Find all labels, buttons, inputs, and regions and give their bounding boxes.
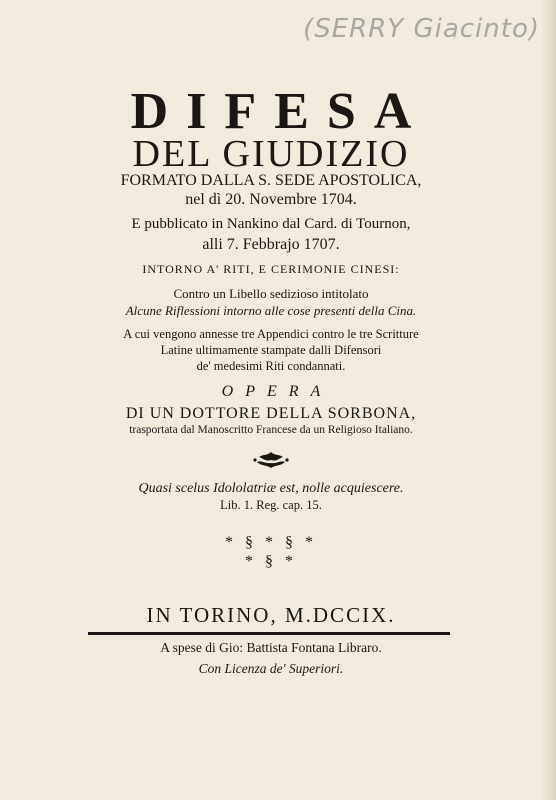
main-title: DIFESA (130, 83, 430, 140)
subtitle-line: INTORNO A' RITI, E CERIMONIE CINESI: (142, 262, 400, 276)
subtitle-line: FORMATO DALLA S. SEDE APOSTOLICA, (120, 172, 422, 189)
subtitle-line: alli 7. Febbrajo 1707. (202, 236, 340, 253)
subtitle-line: Alcune Riflessioni intorno alle cose presenti della Cina. (125, 303, 417, 318)
page-edge (542, 0, 556, 800)
imprint-license: Con Licenza de' Superiori. (198, 661, 344, 676)
handwritten-note: (SERRY Giacinto) (303, 14, 540, 44)
section-mark-ornament: * § * (245, 553, 297, 570)
author-line: DI UN DOTTORE DELLA SORBONA, (125, 405, 417, 422)
subtitle-line: de' medesimi Riti condannati. (196, 359, 346, 373)
author-opera: OPERA (221, 383, 333, 400)
subtitle-line: Contro un Libello sedizioso intitolato (173, 286, 369, 301)
fleuron-icon (251, 450, 291, 470)
imprint-place-date: IN TORINO, M.DCCIX. (146, 603, 396, 627)
printers-ornament (0, 450, 542, 475)
imprint-printer: A spese di Gio: Battista Fontana Libraro. (160, 640, 382, 655)
epigraph-source: Lib. 1. Reg. cap. 15. (220, 498, 322, 512)
main-title-line2: DEL GIUDIZIO (132, 133, 410, 175)
subtitle-line: E pubblicato in Nankino dal Card. di Tournon, (131, 216, 411, 232)
imprint-rule (88, 632, 450, 635)
subtitle-line: Latine ultimamente stampate dalli Difensori (160, 343, 382, 357)
subtitle-line: A cui vengono annesse tre Appendici contro le tre Scritture (123, 327, 419, 341)
translator-line: trasportata dal Manoscritto Francese da un Religioso Italiano. (129, 424, 413, 436)
subtitle-line: nel dì 20. Novembre 1704. (185, 191, 357, 208)
section-mark-ornament: * § * § * (225, 534, 317, 551)
epigraph-quote: Quasi scelus Idololatriæ est, nolle acquiescere. (138, 481, 404, 496)
